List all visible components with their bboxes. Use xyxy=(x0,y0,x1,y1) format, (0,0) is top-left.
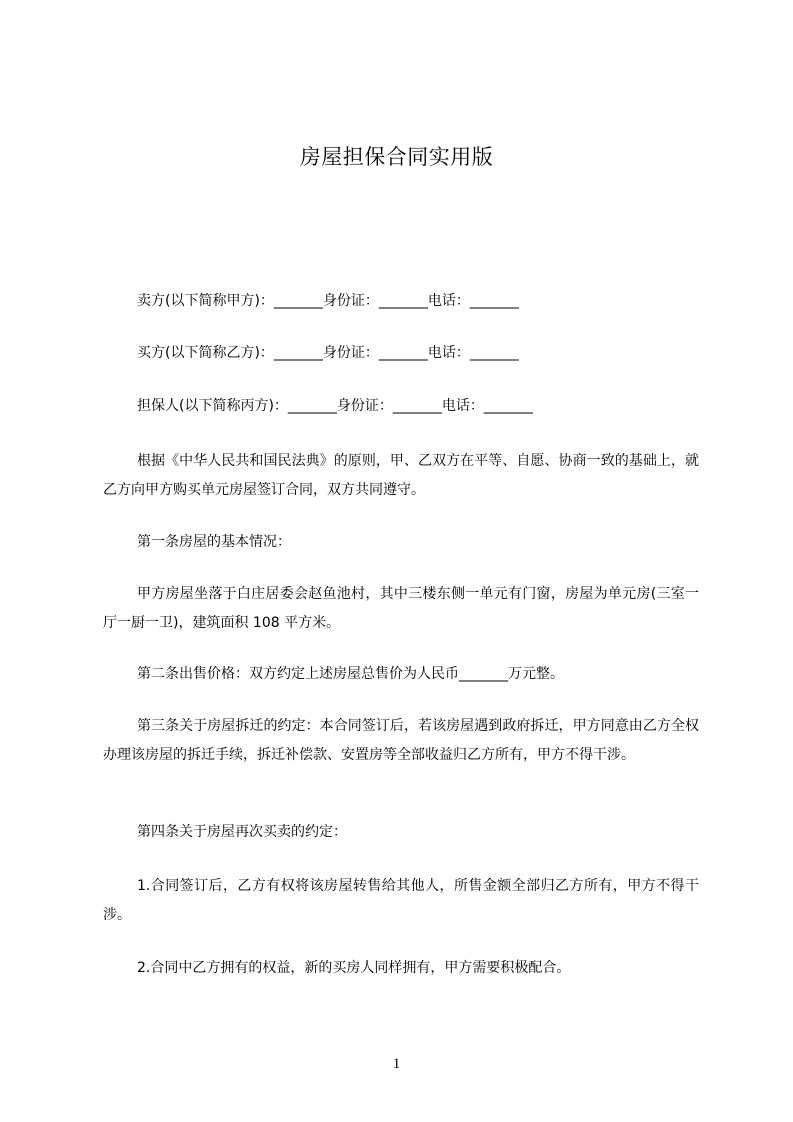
article-3-paragraph: 第三条关于房屋拆迁的约定：本合同签订后，若该房屋遇到政府拆迁，甲方同意由乙方全权办理该房屋的拆迁手续，拆迁补偿款、安置房等全部收益归乙方所有，甲方不得干涉。 xyxy=(103,718,699,763)
buyer-info-line: 买方(以下简称乙方)：_______身份证：_______电话：_______ xyxy=(137,345,519,361)
document-title: 房屋担保合同实用版 xyxy=(299,145,494,169)
article-4-heading: 第四条关于房屋再次买卖的约定： xyxy=(137,824,347,840)
seller-info-line: 卖方(以下简称甲方)：_______身份证：_______电话：_______ xyxy=(137,293,519,309)
article-4-item-1: 1.合同签订后，乙方有权将该房屋转售给其他人，所售金额全部归乙方所有，甲方不得干涉。 xyxy=(103,878,699,923)
article-1-body: 甲方房屋坐落于白庄居委会赵鱼池村，其中三楼东侧一单元有门窗，房屋为单元房(三室一厅一厨一卫)，建筑面积 108 平方米。 xyxy=(103,586,699,631)
page-number: 1 xyxy=(392,1056,401,1072)
guarantor-info-line: 担保人(以下简称丙方)：_______身份证：_______电话：_______ xyxy=(137,398,533,414)
article-2-paragraph: 第二条出售价格：双方约定上述房屋总售价为人民币_______万元整。 xyxy=(137,666,564,682)
article-1-heading: 第一条房屋的基本情况： xyxy=(137,534,291,550)
preamble-paragraph: 根据《中华人民共和国民法典》的原则，甲、乙双方在平等、自愿、协商一致的基础上，就乙方向甲方购买单元房屋签订合同，双方共同遵守。 xyxy=(103,453,699,498)
article-4-item-2: 2.合同中乙方拥有的权益，新的买房人同样拥有，甲方需要积极配合。 xyxy=(137,960,571,976)
